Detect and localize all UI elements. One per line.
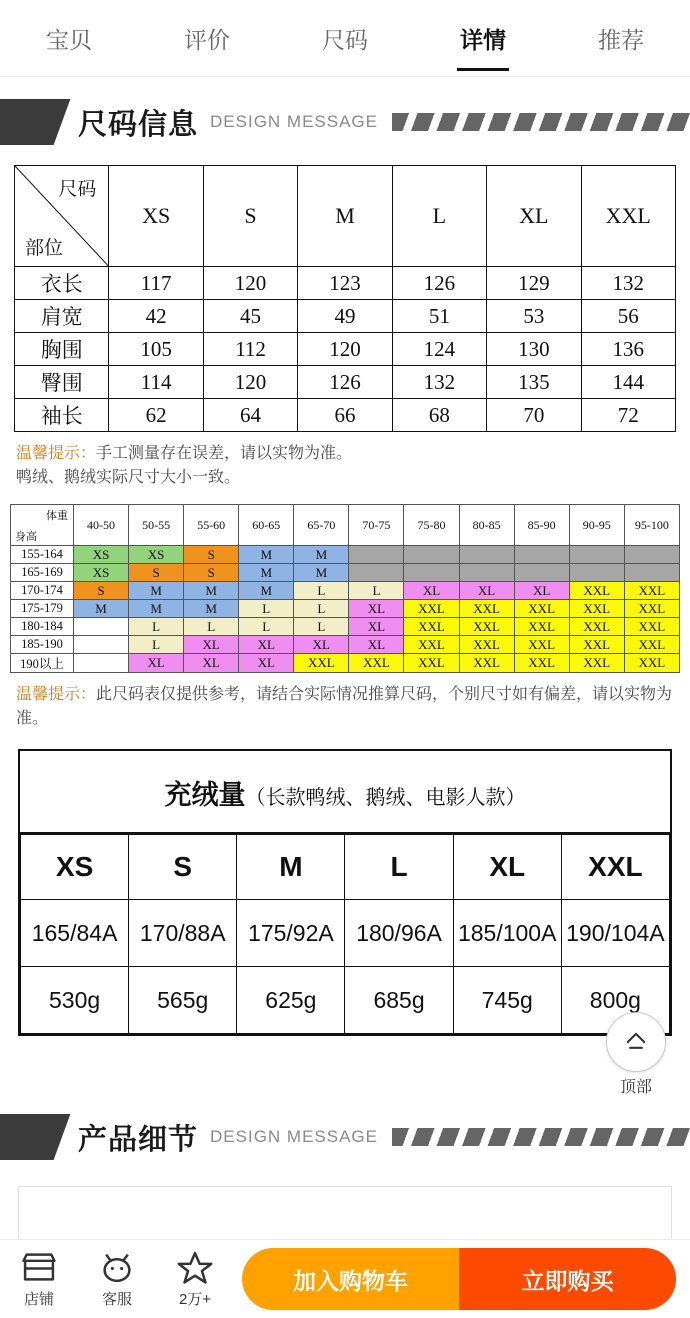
matrix-cell: L: [294, 618, 349, 636]
size-recommend-matrix: [10, 504, 680, 673]
matrix-row: [11, 618, 680, 636]
customer-service-button[interactable]: [78, 1250, 156, 1309]
row-label: 衣长: [15, 267, 109, 300]
matrix-cell: L: [239, 600, 294, 618]
tip-prefix: 温馨提示：: [16, 445, 97, 462]
matrix-cell: [404, 546, 459, 564]
size-table-panel: [14, 165, 676, 432]
matrix-cell: [404, 564, 459, 582]
fill-size: XL: [453, 835, 561, 900]
table-header-row: [15, 166, 676, 267]
matrix-row: [11, 582, 680, 600]
matrix-row-label: 170-174: [11, 582, 74, 600]
fill-gram-row: [21, 967, 670, 1034]
matrix-cell: L: [349, 582, 404, 600]
matrix-cell: XS: [74, 564, 129, 582]
matrix-cell: XXL: [459, 636, 514, 654]
heading-slash-decoration: [0, 1114, 70, 1160]
cell: 66: [298, 399, 392, 432]
measure-tip: [16, 442, 674, 490]
cell: 112: [203, 333, 297, 366]
cell: 144: [581, 366, 675, 399]
matrix-cell: XL: [294, 636, 349, 654]
cell: 120: [298, 333, 392, 366]
matrix-cell: [569, 564, 624, 582]
matrix-cell: L: [239, 618, 294, 636]
service-label: 客服: [101, 1290, 132, 1308]
matrix-cell: M: [184, 582, 239, 600]
fill-weight-title-main: 充绒量: [164, 780, 246, 810]
table-row: [15, 300, 676, 333]
heading-subtitle: DESIGN MESSAGE: [210, 1127, 378, 1146]
fill-gram: 745g: [453, 967, 561, 1034]
service-icon[interactable]: [78, 1250, 156, 1290]
matrix-cell: S: [184, 546, 239, 564]
matrix-cell: [74, 618, 129, 636]
col-head-xl: XL: [487, 166, 581, 267]
matrix-cell: XL: [184, 636, 239, 654]
matrix-cell: XXL: [624, 582, 679, 600]
fill-gram: 625g: [237, 967, 345, 1034]
cell: 126: [392, 267, 486, 300]
fill-spec: 190/104A: [561, 900, 669, 967]
tab-pingjia[interactable]: 评价: [184, 26, 230, 53]
add-to-cart-button[interactable]: 加入购物车: [242, 1248, 459, 1310]
matrix-cell: XL: [404, 582, 459, 600]
matrix-cell: M: [129, 582, 184, 600]
favorite-count: 2万+: [178, 1290, 212, 1308]
fill-weight-title: [20, 751, 670, 834]
heading-title: 产品细节: [78, 1123, 199, 1156]
matrix-cell: XL: [349, 600, 404, 618]
matrix-cell: XL: [349, 618, 404, 636]
fill-weight-title-sub: （长款鸭绒、鹅绒、电影人款）: [245, 787, 526, 809]
matrix-cell: M: [239, 546, 294, 564]
matrix-cell: S: [74, 582, 129, 600]
matrix-cell: [514, 564, 569, 582]
tip-line-2: 鸭绒、鹅绒实际尺寸大小一致。: [16, 469, 241, 486]
matrix-tip: [16, 683, 674, 731]
fill-size: M: [237, 835, 345, 900]
cell: 51: [392, 300, 486, 333]
cell: 120: [203, 267, 297, 300]
cell: 70: [487, 399, 581, 432]
matrix-cell: XL: [184, 654, 239, 673]
matrix-cell: L: [129, 636, 184, 654]
matrix-cell: XXL: [569, 618, 624, 636]
matrix-cell: XL: [514, 582, 569, 600]
matrix-cell: XXL: [514, 618, 569, 636]
table-corner-cell: [15, 166, 109, 267]
heading-slash-decoration: [0, 99, 70, 145]
table-row: [15, 333, 676, 366]
col-head-xs: XS: [109, 166, 203, 267]
matrix-row: [11, 600, 680, 618]
matrix-cell: XXL: [404, 636, 459, 654]
matrix-cell: XL: [459, 582, 514, 600]
cell: 42: [109, 300, 203, 333]
cell: 120: [203, 366, 297, 399]
matrix-col-head: 40-50: [74, 505, 129, 546]
back-to-top-button[interactable]: [604, 1012, 668, 1097]
matrix-cell: [459, 546, 514, 564]
matrix-header-row: [11, 505, 680, 546]
matrix-row: [11, 636, 680, 654]
matrix-col-head: 50-55: [129, 505, 184, 546]
row-label: 袖长: [15, 399, 109, 432]
matrix-cell: XXL: [459, 654, 514, 673]
cell: 45: [203, 300, 297, 333]
action-buttons: [242, 1248, 676, 1310]
matrix-cell: L: [184, 618, 239, 636]
matrix-col-head: 55-60: [184, 505, 239, 546]
matrix-cell: XXL: [404, 600, 459, 618]
matrix-cell: XXL: [514, 654, 569, 673]
matrix-cell: M: [239, 564, 294, 582]
up-arrow-icon[interactable]: [606, 1012, 666, 1072]
table-row: [15, 399, 676, 432]
matrix-col-head: 60-65: [239, 505, 294, 546]
matrix-corner-top: 体重: [46, 510, 68, 522]
heading-stripe-decoration: [392, 113, 690, 131]
tip-prefix: 温馨提示：: [16, 686, 97, 703]
col-head-s: S: [203, 166, 297, 267]
matrix-cell: XXL: [624, 636, 679, 654]
matrix-row: [11, 546, 680, 564]
matrix-cell: XXL: [569, 600, 624, 618]
product-detail-placeholder: [18, 1186, 672, 1247]
matrix-cell: XL: [239, 636, 294, 654]
matrix-cell: XXL: [459, 618, 514, 636]
cell: 117: [109, 267, 203, 300]
row-label: 肩宽: [15, 300, 109, 333]
matrix-corner-cell: [11, 505, 74, 546]
matrix-cell: L: [294, 582, 349, 600]
shop-icon[interactable]: [0, 1250, 78, 1290]
matrix-cell: XXL: [624, 600, 679, 618]
matrix-cell: XXL: [624, 654, 679, 673]
heading-title: 尺码信息: [78, 108, 199, 141]
fill-spec: 180/96A: [345, 900, 453, 967]
cell: 53: [487, 300, 581, 333]
matrix-cell: [459, 564, 514, 582]
fill-size: XXL: [561, 835, 669, 900]
matrix-cell: XXL: [404, 618, 459, 636]
cell: 123: [298, 267, 392, 300]
matrix-cell: [349, 564, 404, 582]
back-to-top-label: 顶部: [619, 1079, 652, 1096]
tab-chima[interactable]: 尺码: [322, 26, 368, 53]
cell: 56: [581, 300, 675, 333]
cell: 129: [487, 267, 581, 300]
tab-baobei[interactable]: 宝贝: [46, 26, 92, 53]
fill-spec: 165/84A: [21, 900, 129, 967]
matrix-cell: [74, 654, 129, 673]
cell: 124: [392, 333, 486, 366]
matrix-cell: S: [129, 564, 184, 582]
bottom-action-bar: [0, 1239, 690, 1318]
matrix-cell: XS: [129, 546, 184, 564]
cell: 105: [109, 333, 203, 366]
fill-size-row: [21, 835, 670, 900]
size-recommend-matrix-panel: [10, 504, 680, 673]
corner-label-top: 尺码: [58, 179, 97, 200]
cell: 135: [487, 366, 581, 399]
row-label: 臀围: [15, 366, 109, 399]
fill-gram: 800g: [561, 967, 669, 1034]
matrix-cell: L: [129, 618, 184, 636]
shop-label: 店铺: [23, 1290, 54, 1308]
fill-gram: 685g: [345, 967, 453, 1034]
matrix-cell: M: [74, 600, 129, 618]
matrix-cell: XXL: [404, 654, 459, 673]
matrix-col-head: 85-90: [514, 505, 569, 546]
matrix-row-label: 180-184: [11, 618, 74, 636]
col-head-xxl: XXL: [581, 166, 675, 267]
fill-weight-table: [20, 834, 670, 1034]
cell: 130: [487, 333, 581, 366]
matrix-col-head: 80-85: [459, 505, 514, 546]
tab-tuijian[interactable]: 推荐: [598, 26, 644, 53]
cell: 132: [392, 366, 486, 399]
matrix-corner-bottom: 身高: [15, 531, 37, 543]
matrix-cell: XXL: [569, 636, 624, 654]
matrix-cell: [349, 546, 404, 564]
product-detail-heading: [0, 1106, 690, 1168]
col-head-m: M: [298, 166, 392, 267]
matrix-cell: XXL: [459, 600, 514, 618]
matrix-cell: XL: [239, 654, 294, 673]
tab-xiangqing[interactable]: 详情: [456, 16, 510, 61]
tip-text: 此尺码表仅提供参考，请结合实际情况推算尺码，个别尺寸如有偏差，请以实物为准。: [16, 686, 673, 727]
matrix-cell: M: [184, 600, 239, 618]
corner-label-bottom: 部位: [25, 238, 64, 259]
matrix-cell: M: [294, 564, 349, 582]
top-tab-bar: [0, 0, 690, 77]
matrix-cell: L: [294, 600, 349, 618]
matrix-col-head: 95-100: [624, 505, 679, 546]
cell: 49: [298, 300, 392, 333]
matrix-col-head: 70-75: [349, 505, 404, 546]
matrix-cell: M: [239, 582, 294, 600]
matrix-cell: [569, 546, 624, 564]
fill-spec: 170/88A: [129, 900, 237, 967]
matrix-col-head: 90-95: [569, 505, 624, 546]
cell: 114: [109, 366, 203, 399]
tip-line-1: 手工测量存在误差，请以实物为准。: [96, 445, 353, 462]
shop-button[interactable]: [0, 1250, 78, 1309]
matrix-cell: XS: [74, 546, 129, 564]
favorite-button[interactable]: [156, 1250, 234, 1309]
fill-size: XS: [21, 835, 129, 900]
heading-subtitle: DESIGN MESSAGE: [210, 112, 378, 131]
matrix-cell: XXL: [569, 582, 624, 600]
favorite-icon[interactable]: [156, 1250, 234, 1290]
fill-size: S: [129, 835, 237, 900]
matrix-cell: [74, 636, 129, 654]
matrix-row-label: 175-179: [11, 600, 74, 618]
fill-spec: 185/100A: [453, 900, 561, 967]
row-label: 胸围: [15, 333, 109, 366]
matrix-cell: [624, 564, 679, 582]
matrix-cell: [514, 546, 569, 564]
matrix-cell: M: [129, 600, 184, 618]
cell: 136: [581, 333, 675, 366]
matrix-row-label: 165-169: [11, 564, 74, 582]
matrix-col-head: 65-70: [294, 505, 349, 546]
fill-size: L: [345, 835, 453, 900]
matrix-cell: XXL: [624, 618, 679, 636]
fill-gram: 565g: [129, 967, 237, 1034]
cell: 72: [581, 399, 675, 432]
matrix-cell: XXL: [514, 600, 569, 618]
matrix-col-head: 75-80: [404, 505, 459, 546]
table-row: [15, 267, 676, 300]
matrix-row: [11, 564, 680, 582]
matrix-cell: XXL: [569, 654, 624, 673]
matrix-cell: M: [294, 546, 349, 564]
cell: 62: [109, 399, 203, 432]
heading-stripe-decoration: [392, 1128, 690, 1146]
buy-now-button[interactable]: 立即购买: [459, 1248, 676, 1310]
fill-weight-panel: [18, 749, 672, 1036]
size-table: [14, 165, 676, 432]
matrix-row-label: 190以上: [11, 654, 74, 673]
fill-spec-row: [21, 900, 670, 967]
fill-gram: 530g: [21, 967, 129, 1034]
matrix-row-label: 185-190: [11, 636, 74, 654]
cell: 132: [581, 267, 675, 300]
fill-spec: 175/92A: [237, 900, 345, 967]
cell: 68: [392, 399, 486, 432]
matrix-cell: S: [184, 564, 239, 582]
matrix-cell: XL: [129, 654, 184, 673]
matrix-cell: [624, 546, 679, 564]
cell: 64: [203, 399, 297, 432]
matrix-cell: XXL: [294, 654, 349, 673]
matrix-cell: XXL: [514, 636, 569, 654]
size-info-heading: [0, 91, 690, 153]
matrix-cell: XXL: [349, 654, 404, 673]
cell: 126: [298, 366, 392, 399]
table-row: [15, 366, 676, 399]
col-head-l: L: [392, 166, 486, 267]
matrix-row-label: 155-164: [11, 546, 74, 564]
matrix-row: [11, 654, 680, 673]
matrix-cell: XL: [349, 636, 404, 654]
